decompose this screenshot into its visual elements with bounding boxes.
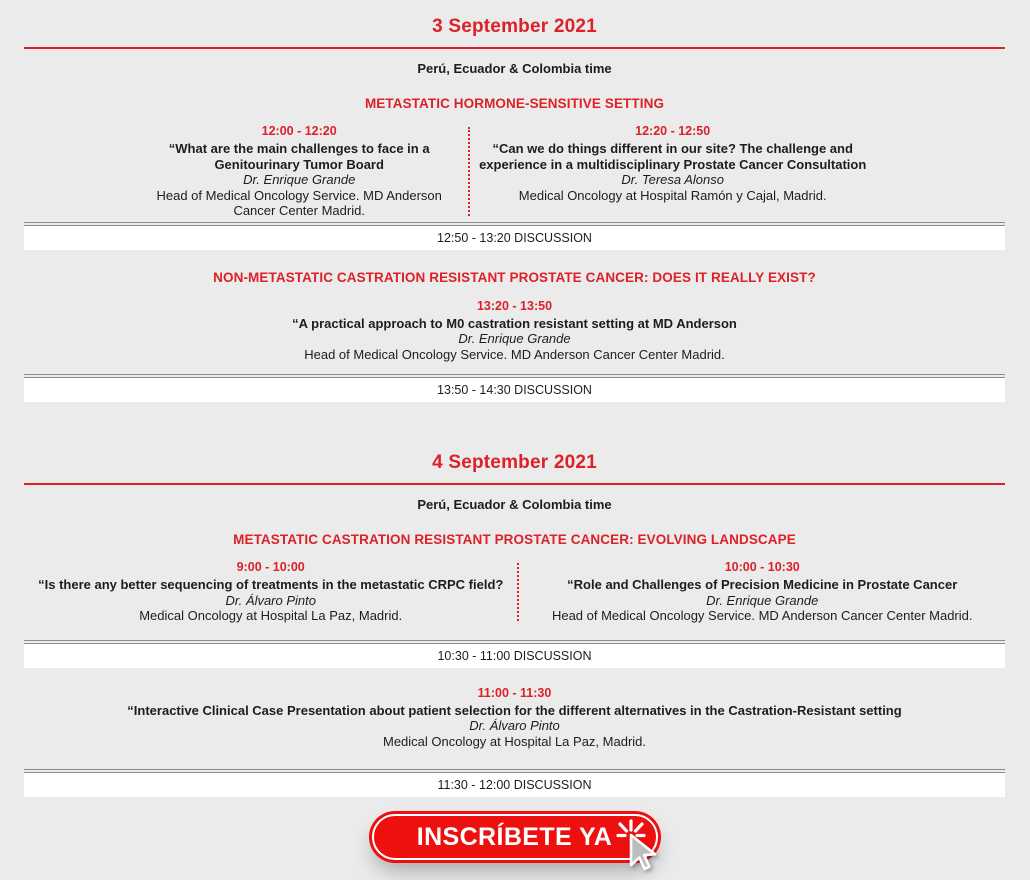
day-1-date: 3 September 2021 [432,16,597,37]
talk-speaker: Dr. Álvaro Pinto [469,718,560,733]
discussion-text: 13:50 - 14:30 DISCUSSION [437,383,592,397]
talk [24,560,517,624]
discussion-text: 12:50 - 13:20 DISCUSSION [437,230,592,245]
talk-speaker: Dr. Teresa Alonso [621,172,724,187]
discussion-bar [24,769,1005,797]
discussion-text: 10:30 - 11:00 DISCUSSION [437,648,592,663]
talk-title: “Interactive Clinical Case Presentation about patient selection for the different alternatives in the Castration-Resistant setting [127,702,902,718]
talk-time: 9:00 - 10:00 [236,560,305,574]
discussion-text: 11:30 - 12:00 DISCUSSION [437,778,592,792]
talk-speaker: Dr. Enrique Grande [458,331,571,346]
talk-title: “Role and Challenges of Precision Medicine in Prostate Cancer [567,577,958,592]
talk-time: 11:00 - 11:30 [477,685,552,700]
timezone-label: Perú, Ecuador & Colombia time [417,61,612,76]
talk-time: 12:00 - 12:20 [261,124,337,138]
talk-affiliation: Medical Oncology at Hospital La Paz, Madrid. [139,608,403,623]
session-heading: METASTATIC HORMONE-SENSITIVE SETTING [364,96,665,111]
session-heading: METASTATIC CASTRATION RESISTANT PROSTATE CANCER: EVOLVING LANDSCAPE [233,532,796,547]
red-rule [24,47,1005,49]
inscribete-button[interactable] [369,811,661,863]
day-1 [24,16,1005,402]
talk-time: 12:20 - 12:50 [635,124,711,138]
talk [519,560,1005,624]
talk-title: “What are the main challenges to face in a Genitourinary Tumor Board [168,141,430,172]
timezone-label: Perú, Ecuador & Colombia time [417,497,612,512]
talk-speaker: Dr. Álvaro Pinto [225,592,316,608]
cta-row [369,811,661,863]
day-2 [24,452,1005,797]
talk-affiliation: Medical Oncology at Hospital La Paz, Madrid. [382,733,646,749]
talk-time: 13:20 - 13:50 [476,298,553,313]
session-heading: NON-METASTATIC CASTRATION RESISTANT PROSTATE CANCER: DOES IT REALLY EXIST? [213,269,816,285]
talk-title: “Can we do things different in our site? The challenge and experience in a multidisciplinary Prostate Cancer Consultation [479,141,867,172]
discussion-bar [24,374,1005,402]
talk-time: 10:00 - 10:30 [724,560,800,574]
day-2-date: 4 September 2021 [432,452,597,473]
talk-affiliation: Head of Medical Oncology Service. MD Anderson Cancer Center Madrid. [551,608,973,623]
talk [24,299,1005,363]
talk-speaker: Dr. Enrique Grande [706,592,819,608]
talk [470,124,1005,203]
discussion-bar [24,222,1005,250]
talk-title: “Is there any better sequencing of treatments in the metastatic CRPC field? [38,577,504,592]
talks-row [24,560,1005,624]
talk-affiliation: Medical Oncology at Hospital Ramón y Cajal, Madrid. [518,187,827,203]
talk [24,124,468,219]
talk-affiliation: Head of Medical Oncology Service. MD Anderson Cancer Center Madrid. [304,346,725,362]
talks-row [24,124,1005,219]
talk-speaker: Dr. Enrique Grande [243,172,356,187]
talk-title: “A practical approach to M0 castration resistant setting at MD Anderson [292,315,737,331]
red-rule [24,483,1005,485]
cta-label: INSCRÍBETE YA [416,822,613,851]
talk [24,686,1005,750]
discussion-bar [24,640,1005,668]
talk-affiliation: Head of Medical Oncology Service. MD Anderson Cancer Center Madrid. [156,187,442,218]
